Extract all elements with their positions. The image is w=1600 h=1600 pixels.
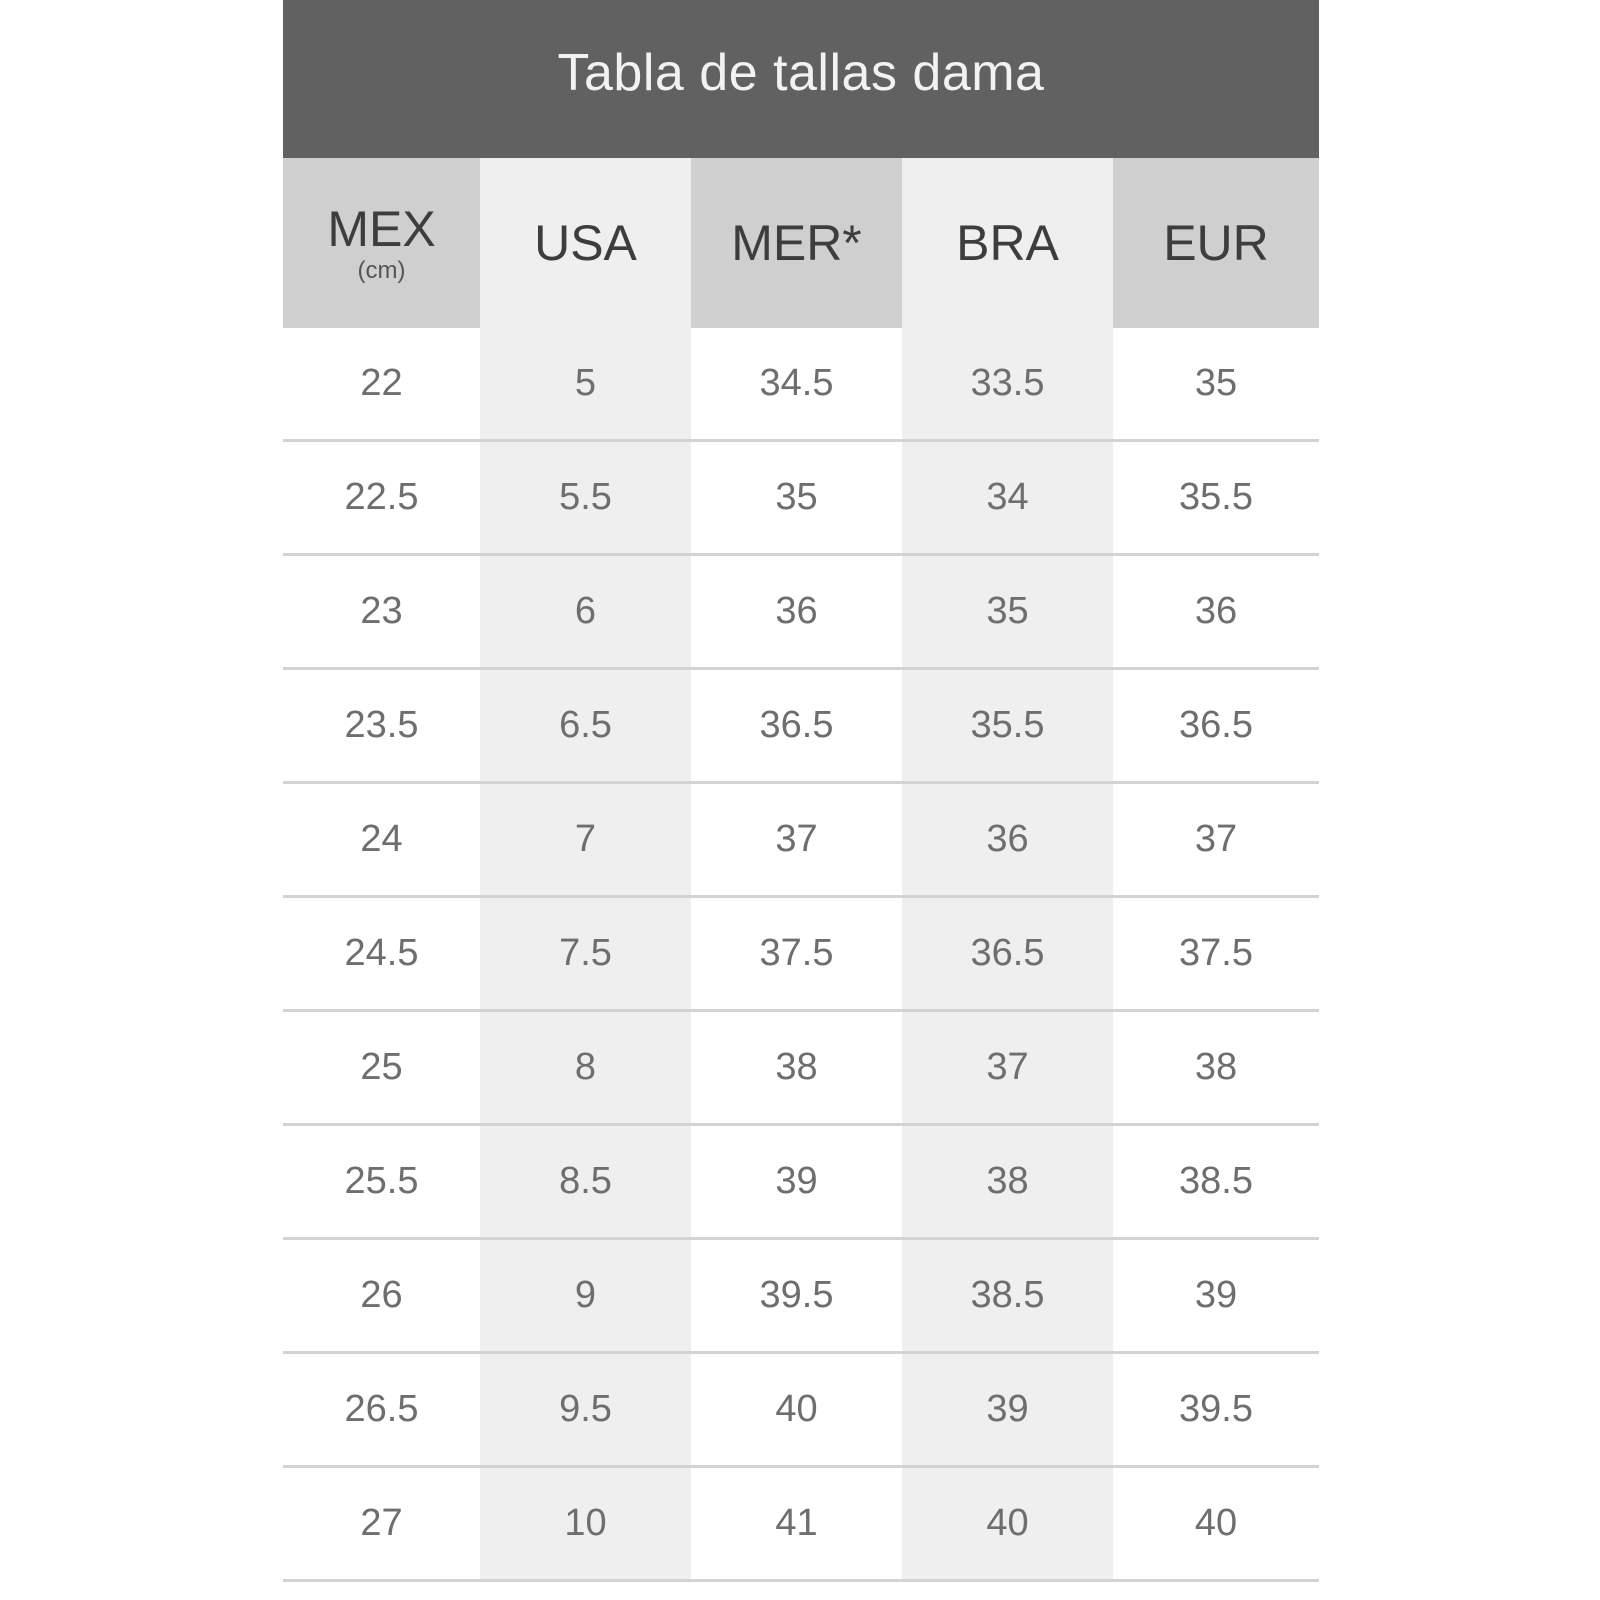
cell-mer: 34.5 [691,328,902,439]
table-row [283,898,1319,1012]
table-row [283,328,1319,442]
header-label: MER* [731,215,862,271]
cell-eur: 38 [1113,1012,1319,1123]
cell-usa: 10 [480,1468,691,1579]
cell-mer: 37 [691,784,902,895]
cell-mex: 22.5 [283,442,480,553]
header-usa [480,158,691,328]
cell-usa: 9.5 [480,1354,691,1465]
header-label: EUR [1163,215,1269,271]
header-mer [691,158,902,328]
cell-usa: 8.5 [480,1126,691,1237]
cell-mex: 26.5 [283,1354,480,1465]
header-label: MEX [327,201,436,257]
cell-mer: 41 [691,1468,902,1579]
cell-bra: 39 [902,1354,1113,1465]
table-row [283,556,1319,670]
cell-mex: 23 [283,556,480,667]
header-eur [1113,158,1319,328]
cell-eur: 36 [1113,556,1319,667]
cell-mer: 37.5 [691,898,902,1009]
cell-mex: 25.5 [283,1126,480,1237]
header-label: BRA [956,215,1059,271]
cell-mex: 25 [283,1012,480,1123]
cell-mer: 36.5 [691,670,902,781]
cell-bra: 35 [902,556,1113,667]
cell-mer: 36 [691,556,902,667]
cell-bra: 33.5 [902,328,1113,439]
cell-usa: 8 [480,1012,691,1123]
header-label: USA [534,215,637,271]
cell-mex: 24 [283,784,480,895]
header-mex [283,158,480,328]
cell-usa: 6 [480,556,691,667]
cell-usa: 5.5 [480,442,691,553]
table-row [283,1126,1319,1240]
table-row [283,670,1319,784]
cell-bra: 34 [902,442,1113,553]
table-row [283,1012,1319,1126]
cell-eur: 37.5 [1113,898,1319,1009]
size-chart [283,0,1319,1600]
cell-mer: 39.5 [691,1240,902,1351]
cell-eur: 39 [1113,1240,1319,1351]
header-unit: (cm) [357,257,406,284]
table-row [283,442,1319,556]
cell-mer: 39 [691,1126,902,1237]
cell-eur: 38.5 [1113,1126,1319,1237]
cell-eur: 35.5 [1113,442,1319,553]
cell-mer: 38 [691,1012,902,1123]
table-header-row [283,158,1319,328]
cell-bra: 38.5 [902,1240,1113,1351]
cell-eur: 36.5 [1113,670,1319,781]
cell-eur: 39.5 [1113,1354,1319,1465]
table-row [283,784,1319,898]
page-title: Tabla de tallas dama [557,44,1045,102]
table-row [283,1468,1319,1582]
header-bra [902,158,1113,328]
table-row [283,1354,1319,1468]
cell-usa: 7 [480,784,691,895]
cell-mer: 35 [691,442,902,553]
cell-mex: 23.5 [283,670,480,781]
cell-eur: 37 [1113,784,1319,895]
cell-mer: 40 [691,1354,902,1465]
cell-usa: 6.5 [480,670,691,781]
table-body [283,328,1319,1588]
cell-bra: 36.5 [902,898,1113,1009]
cell-usa: 5 [480,328,691,439]
cell-eur: 40 [1113,1468,1319,1579]
title-bar [283,0,1319,158]
cell-bra: 38 [902,1126,1113,1237]
cell-bra: 40 [902,1468,1113,1579]
cell-bra: 35.5 [902,670,1113,781]
cell-usa: 9 [480,1240,691,1351]
cell-usa: 7.5 [480,898,691,1009]
cell-mex: 27 [283,1468,480,1579]
cell-mex: 26 [283,1240,480,1351]
cell-bra: 36 [902,784,1113,895]
cell-mex: 24.5 [283,898,480,1009]
cell-bra: 37 [902,1012,1113,1123]
table-row [283,1240,1319,1354]
cell-mex: 22 [283,328,480,439]
cell-eur: 35 [1113,328,1319,439]
